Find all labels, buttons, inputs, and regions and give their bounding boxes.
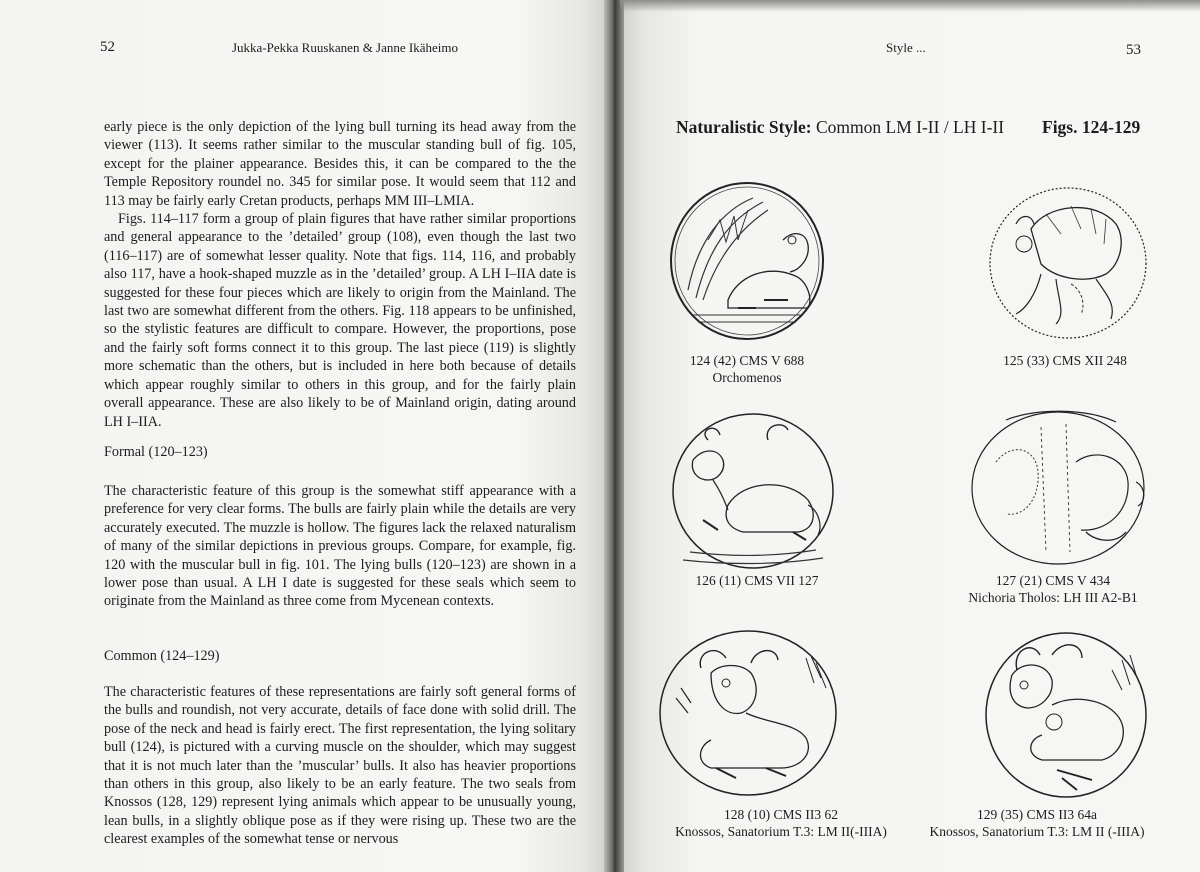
caption-129-line2: Knossos, Sanatorium T.3: LM II (-IIIA) [929,824,1145,839]
caption-fig-125 [980,352,1150,369]
seal-drawing-126 [668,410,838,572]
caption-128-line2: Knossos, Sanatorium T.3: LM II(-IIIA) [675,824,887,839]
body-block-formal [104,482,576,611]
page-number-left: 52 [100,39,115,55]
caption-124-line1: 124 (42) CMS V 688 [689,353,805,368]
running-head-left: Jukka-Pekka Ruuskanen & Janne Ikäheimo [232,40,459,55]
caption-128-line1: 128 (10) CMS II3 62 [724,807,838,822]
caption-129-line1: 129 (35) CMS II3 64a [977,807,1097,822]
caption-fig-127 [948,572,1158,606]
body-block-1 [104,118,576,431]
caption-126-line1: 126 (11) CMS VII 127 [695,573,819,588]
paragraph-common: The characteristic features of these representations are fairly soft general forms of the bulls and roundish, not very accurate, details of face done with solid drill. The pose of the neck and head is fairly erect. The first representation, the lying solitary bull (124), is pictured with a curving muscle on the shoulder, which may suggest that it is not much later than the ’muscular’ bulls. It also has heavier proportions than others in this group, also likely to be an early feature. The two seals from Knossos (128, 129) represent lying animals which appear to be unusually young, lean bulls, in a slightly oblique pose as if they were rising up. These two are the clearest examples of the somewhat tense or nervous [104,684,576,848]
caption-127-line1: 127 (21) CMS V 434 [995,573,1111,588]
paragraph-2: Figs. 114–117 form a group of plain figures that have rather similar proportions and general appearance to the ’detailed’ group (108), even though the last two (116–117) are of somewhat lesser quality. Note that figs. 114, 116, and probably also 117, have a hook-shaped muzzle as in the ’detailed’ group. A LH I–IIA date is suggested for these four pieces which are likely to origin from the Mainland. The last two are somewhat different from the others. Fig. 118 appears to be unfinished, so the stylistic features are difficult to compare. However, the proportions, pose and the fairly soft forms connect it to this group. The last piece (119) is slightly more schematic than the others, but is included in here both because of details which appear roughly similar to others in this group, and for the fairly plain overall appearance. These are also likely to be of Mainland origin, dating around LH I–IIA. [104,211,576,430]
body-block-common [104,683,576,849]
seal-drawing-124 [668,180,826,342]
seal-drawing-127 [966,402,1150,572]
plate-figure-range: Figs. 124-129 [1042,117,1141,137]
caption-fig-126 [672,572,842,589]
page-edge-shadow [620,0,1200,12]
caption-127-line2: Nichoria Tholos: LH III A2-B1 [968,590,1138,605]
book-gutter [604,0,624,872]
paragraph-1: early piece is the only depiction of the lying bull turning its head away from the viewer (113). It seems rather similar to the muscular standing bull of fig. 105, except for the plainer appearance. Besides this, it can be compared to the the Temple Repository roundel no. 345 for similar pose. It would seem that 112 and 113 may be fairly early Cretan products, perhaps MM III–LMIA. [104,119,576,209]
caption-fig-128 [656,806,906,840]
section-heading-common: Common (124–129) [104,648,220,664]
caption-fig-129 [918,806,1156,840]
seal-drawing-125 [986,184,1150,342]
seal-drawing-128 [656,628,840,798]
running-head-right: Style ... [886,40,926,55]
plate-title-style: Naturalistic Style: [676,117,812,137]
plate-title-dating: Common LM I-II / LH I-II [815,117,1005,137]
seal-drawing-129 [982,630,1150,800]
caption-fig-124 [672,352,822,386]
plate-title [676,117,1004,138]
caption-124-line2: Orchomenos [712,370,782,385]
page-number-right: 53 [1126,42,1141,58]
section-heading-formal: Formal (120–123) [104,444,208,460]
paragraph-formal: The characteristic feature of this group is the somewhat stiff appearance with a preference for very clear forms. The bulls are fairly plain while the details are very accurately executed. The muzzle is hollow. The figures lack the relaxed naturalism of many of the similar depictions in previous groups. Compare, for example, fig. 120 with the muscular bull in fig. 101. The lying bulls (120–123) are shown in a lower pose than usual. A LH I date is suggested for these seals which seem to originate from the Mainland as three come from Mycenean contexts. [104,483,576,610]
caption-125-line1: 125 (33) CMS XII 248 [1003,353,1127,368]
